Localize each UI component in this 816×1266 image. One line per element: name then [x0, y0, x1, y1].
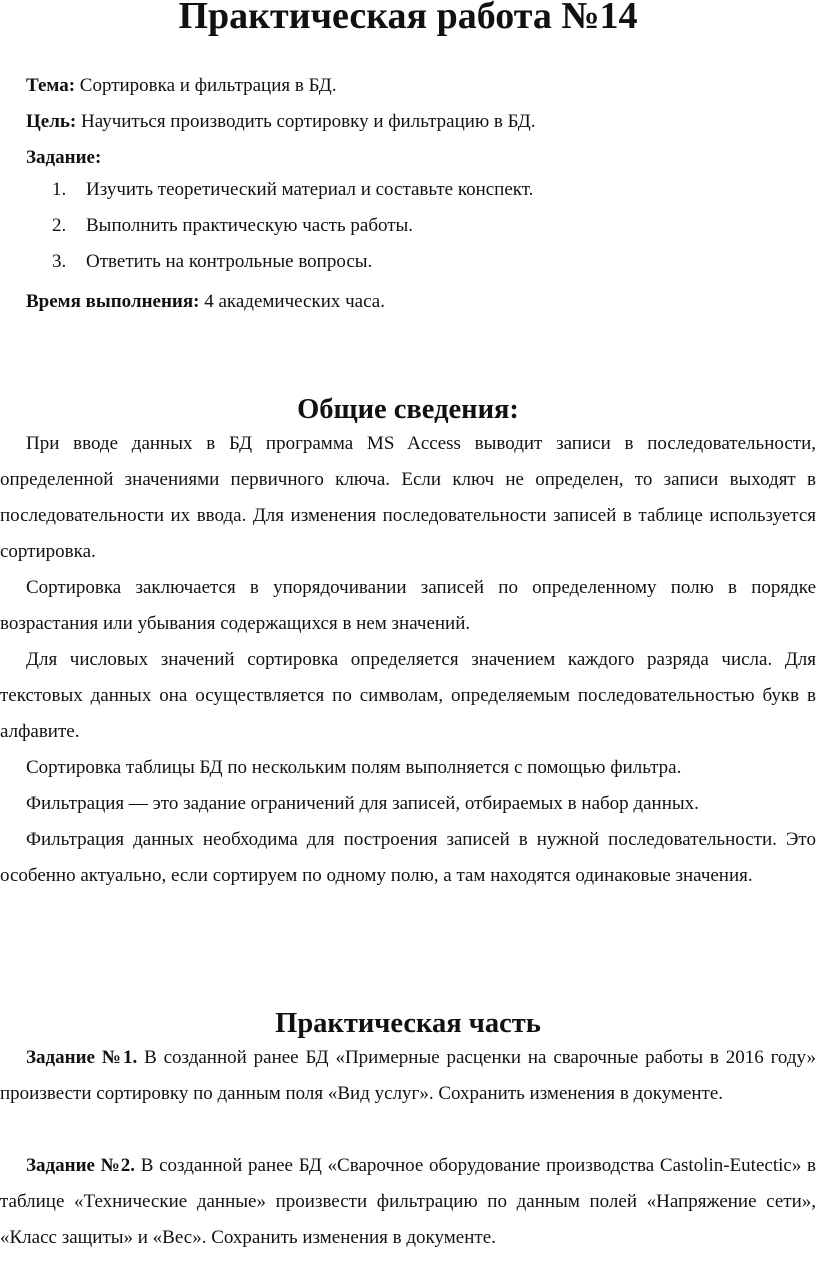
list-item-text: Выполнить практическую часть работы. — [86, 215, 414, 236]
practical-task-2 — [0, 1148, 816, 1256]
list-item-number: 2. — [52, 215, 67, 236]
general-heading: Общие сведения: — [297, 394, 519, 425]
general-paragraph-1: При вводе данных в БД программа MS Access выводит записи в последовательности, определенной значениями первичного ключа. Если ключ не определен, то записи выходят в последовательности их ввода. Для изменения последовательности записей в таблице используется сортировка. — [0, 433, 816, 562]
tasks-heading — [26, 146, 101, 170]
practical-task-1 — [0, 1040, 816, 1112]
list-item-number: 3. — [52, 251, 67, 272]
list-item-text: Ответить на контрольные вопросы. — [86, 251, 373, 272]
list-item-number: 1. — [52, 179, 67, 200]
tasks-label: Задание: — [26, 147, 102, 168]
practical-heading: Практическая часть — [275, 1008, 541, 1039]
time-text: 4 академических часа. — [199, 291, 385, 312]
general-paragraph-3: Для числовых значений сортировка определяется значением каждого разряда числа. Для текстовых данных она осуществляется по символам, определяемым последовательностью букв в алфавите. — [0, 649, 816, 742]
general-paragraph-2: Сортировка заключается в упорядочивании записей по определенному полю в порядке возрастания или убывания содержащихся в нем значений. — [0, 577, 816, 634]
list-item-text: Изучить теоретический материал и составьте конспект. — [86, 179, 534, 200]
task-1-text: В созданной ранее БД «Примерные расценки на сварочные работы в 2016 году» произвести сортировку по данным поля «Вид услуг». Сохранить изменения в документе. — [0, 1047, 816, 1104]
general-paragraph-4: Сортировка таблицы БД по нескольким полям выполняется с помощью фильтра. — [26, 757, 682, 778]
task-2-label: Задание №2. — [26, 1155, 135, 1176]
topic-line — [26, 74, 337, 98]
general-paragraph-5: Фильтрация — это задание ограничений для записей, отбираемых в набор данных. — [26, 793, 699, 814]
time-label: Время выполнения: — [26, 291, 200, 312]
goal-label: Цель: — [26, 111, 77, 132]
goal-text: Научиться производить сортировку и фильтрацию в БД. — [76, 111, 536, 132]
topic-text: Сортировка и фильтрация в БД. — [75, 75, 337, 96]
task-1-label: Задание №1. — [26, 1047, 138, 1068]
general-paragraph-6: Фильтрация данных необходима для построения записей в нужной последовательности. Это особенно актуально, если сортируем по одному полю, а там находятся одинаковые значения. — [0, 829, 816, 886]
document-title: Практическая работа №14 — [178, 0, 638, 37]
topic-label: Тема: — [26, 75, 76, 96]
goal-line — [26, 110, 536, 134]
time-line — [26, 290, 385, 314]
task-2-text: В созданной ранее БД «Сварочное оборудование производства Castolin-Eutectic» в таблице «Технические данные» произвести фильтрацию по данным полей «Напряжение сети», «Класс защиты» и «Вес». Сохранить изменения в документе. — [0, 1155, 816, 1248]
